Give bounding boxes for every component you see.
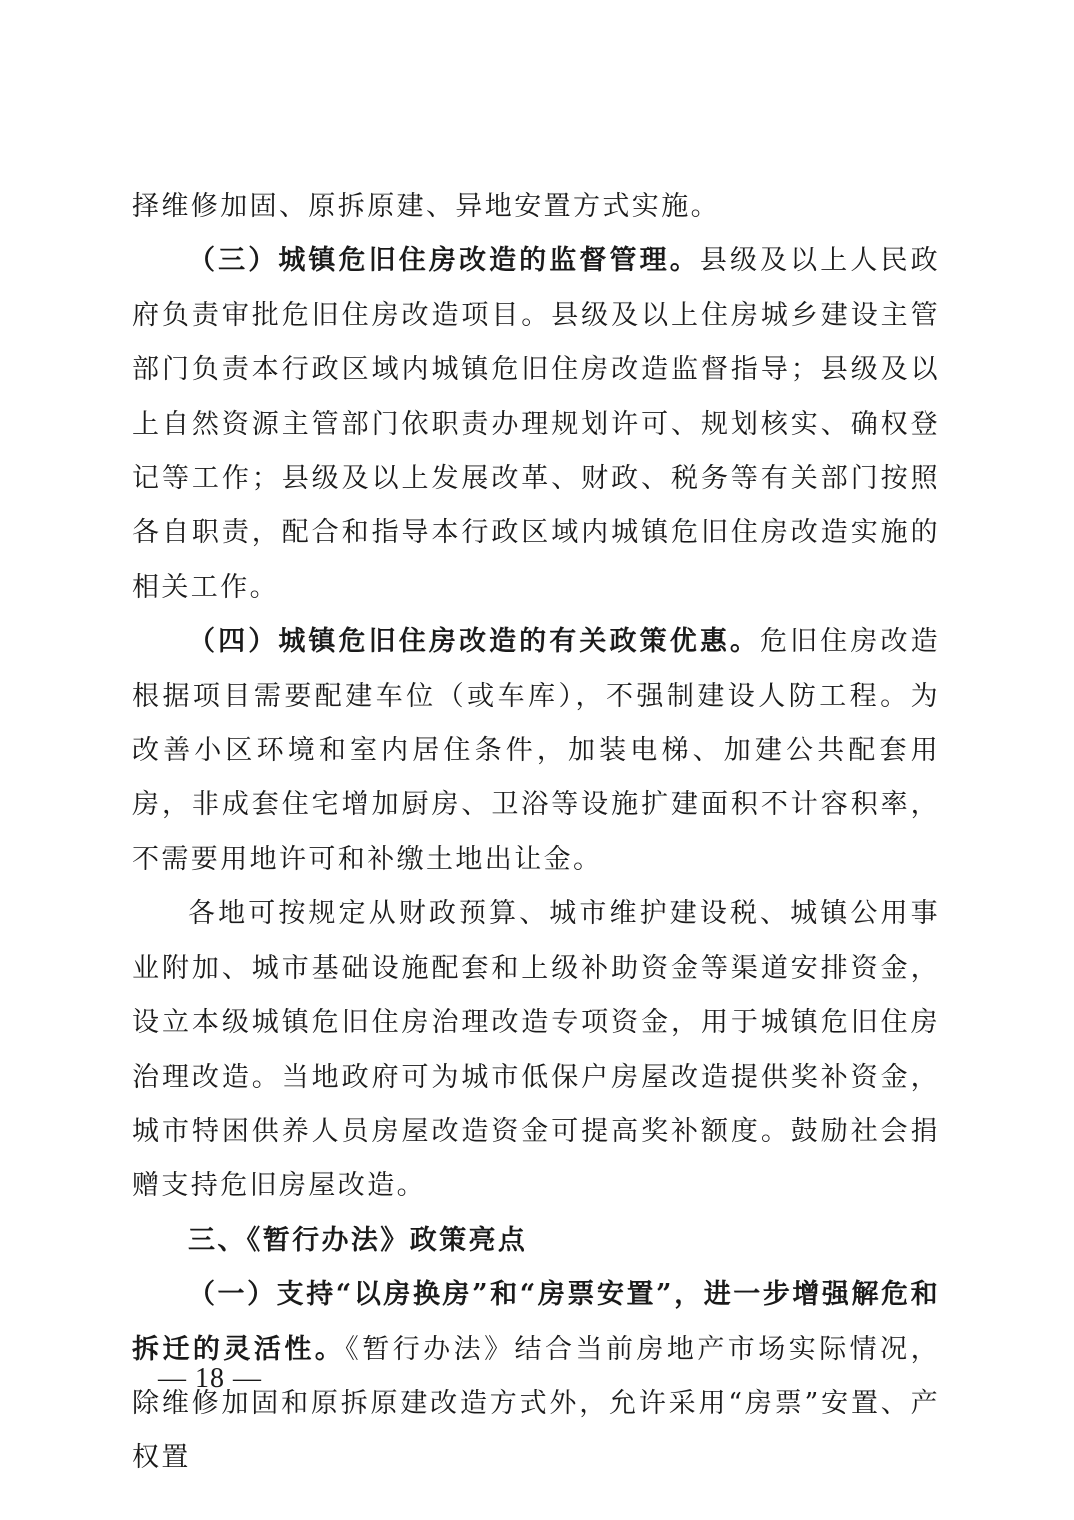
document-body — [132, 180, 940, 1486]
paragraph-lead-bold: （一）支持“以房换房”和“房票安置”，进一步增强解危和拆迁的灵活性。 — [132, 1279, 940, 1365]
paragraph-supervision — [132, 234, 940, 615]
paragraph-lead-bold: （四）城镇危旧住房改造的有关政策优惠。 — [188, 626, 761, 658]
paragraph-text: 危旧住房改造根据项目需要配建车位（或车库），不强制建设人防工程。为改善小区环境和室内居住条件，加装电梯、加建公共配套用房，非成套住宅增加厨房、卫浴等设施扩建面积不计容积率，不需要用地许可和补缴土地出让金。 — [132, 626, 940, 875]
section-heading — [132, 1214, 940, 1268]
paragraph-text: 县级及以上人民政府负责审批危旧住房改造项目。县级及以上住房城乡建设主管部门负责本行政区域内城镇危旧住房改造监督指导；县级及以上自然资源主管部门依职责办理规划许可、规划核实、确权登记等工作；县级及以上发展改革、财政、税务等有关部门按照各自职责，配合和指导本行政区域内城镇危旧住房改造实施的相关工作。 — [132, 245, 940, 603]
paragraph-continuation — [132, 180, 940, 234]
paragraph-text: 择维修加固、原拆原建、异地安置方式实施。 — [132, 191, 720, 222]
paragraph-policy-benefits — [132, 615, 940, 887]
page-number: — 18 — — [158, 1363, 262, 1394]
paragraph-funding — [132, 887, 940, 1213]
paragraph-text: 《暂行办法》结合当前房地产市场实际情况，除维修加固和原拆原建改造方式外，允许采用“房票”安置、产权置 — [132, 1333, 940, 1474]
section-heading-text: 三、《暂行办法》政策亮点 — [188, 1224, 528, 1256]
paragraph-lead-bold: （三）城镇危旧住房改造的监督管理。 — [188, 245, 700, 277]
paragraph-text: 各地可按规定从财政预算、城市维护建设税、城镇公用事业附加、城市基础设施配套和上级补助资金等渠道安排资金，设立本级城镇危旧住房治理改造专项资金，用于城镇危旧住房治理改造。当地政府可为城市低保户房屋改造提供奖补资金，城市特困供养人员房屋改造资金可提高奖补额度。鼓励社会捐赠支持危旧房屋改造。 — [132, 898, 940, 1202]
